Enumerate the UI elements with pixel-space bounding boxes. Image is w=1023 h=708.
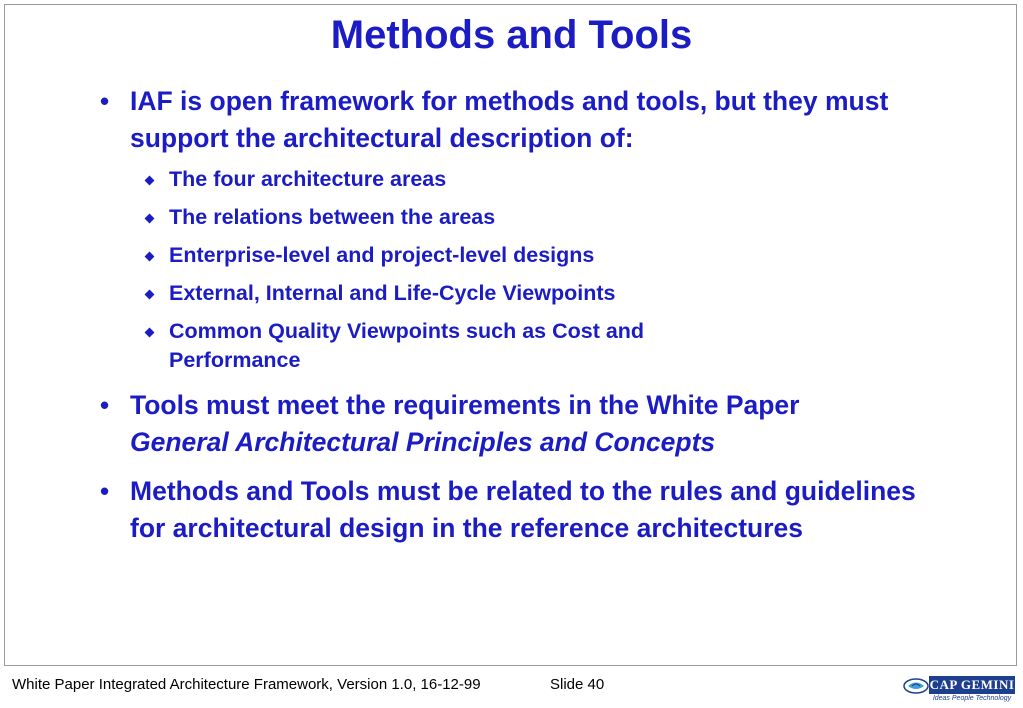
slide-title: Methods and Tools [330,13,693,57]
logo-wordmark: CAP GEMINI [929,677,1015,692]
sub-bullet-3-text: Enterprise-level and project-level designs [169,243,595,267]
slide-content [96,83,926,547]
bullet-dot-icon: • [100,390,110,420]
diamond-bullet-icon [145,252,155,262]
bullet-3 [96,473,926,547]
sub-bullet-2-text: The relations between the areas [169,205,496,229]
bullet-1-text: IAF is open framework for methods and tools, but they must support the architectural description of: [130,86,889,153]
sub-bullet-1-text: The four architecture areas [169,167,447,191]
footer-document-title: White Paper Integrated Architecture Framework, Version 1.0, 16-12-99 [12,676,481,693]
diamond-bullet-icon [145,328,155,338]
sub-bullet-4-text: External, Internal and Life-Cycle Viewpoints [169,281,616,305]
bullet-2 [96,387,926,461]
sub-bullet-3 [96,241,926,270]
sub-bullet-2 [96,203,926,232]
bullet-2-text: Tools must meet the requirements in the White Paper [130,390,800,420]
cap-gemini-logo [903,675,1015,703]
bullet-1 [96,83,926,157]
bullet-3-text: Methods and Tools must be related to the rules and guidelines for architectural design in the reference architectures [130,476,916,543]
sub-bullet-4 [96,279,926,308]
logo-spade-icon [903,677,929,695]
sub-bullet-5-text: Common Quality Viewpoints such as Cost and Performance [169,319,645,372]
diamond-bullet-icon [145,176,155,186]
bullet-2-italic-title: General Architectural Principles and Concepts [130,427,716,457]
sub-bullet-5 [96,317,926,375]
diamond-bullet-icon [145,214,155,224]
sub-bullet-1 [96,165,926,194]
bullet-dot-icon: • [100,86,110,116]
footer-slide-number: Slide 40 [550,676,605,693]
bullet-dot-icon: • [100,476,110,506]
logo-tagline: Ideas People Technology [932,695,1012,702]
diamond-bullet-icon [145,290,155,300]
